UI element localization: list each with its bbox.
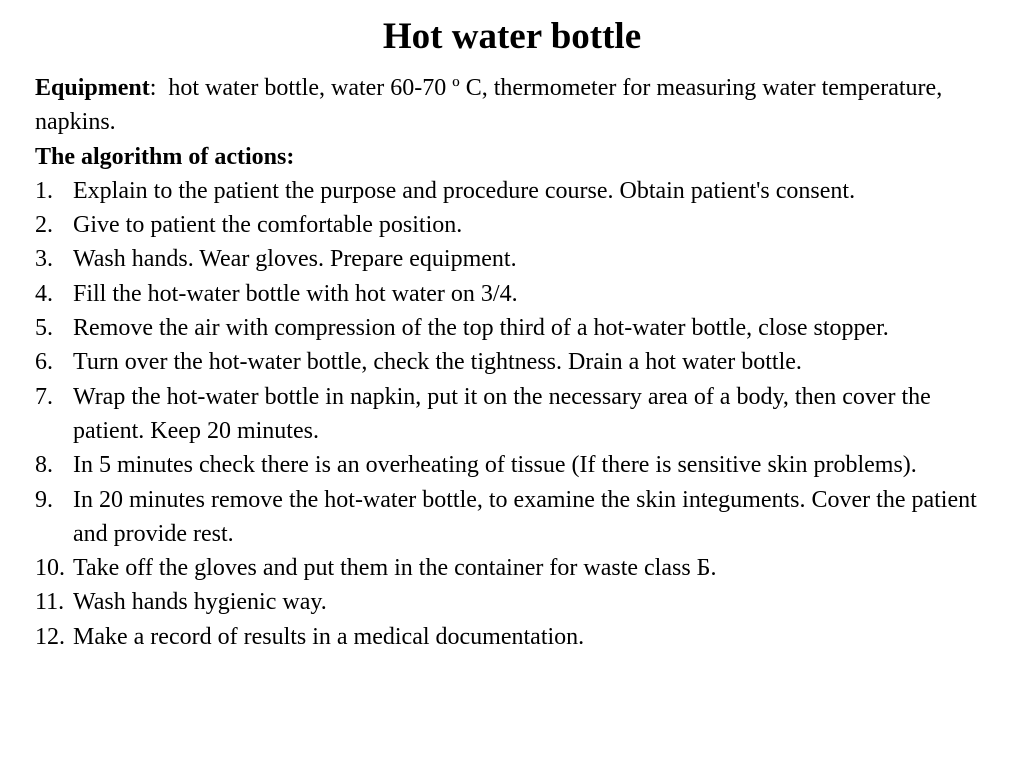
equipment-label: Equipment xyxy=(35,75,150,101)
steps-list xyxy=(35,174,995,654)
list-item xyxy=(35,483,995,552)
step-text: In 20 minutes remove the hot-water bottle, to examine the skin integuments. Cover the patient and provide rest. xyxy=(73,486,977,547)
step-text: Wash hands. Wear gloves. Prepare equipment. xyxy=(73,246,517,273)
algorithm-heading: The algorithm of actions: xyxy=(35,143,295,170)
step-text: Give to patient the comfortable position. xyxy=(73,212,463,239)
slide-content xyxy=(35,71,995,654)
page-title: Hot water bottle xyxy=(382,16,642,57)
list-item xyxy=(35,242,995,276)
list-item xyxy=(35,551,995,585)
list-item xyxy=(35,448,995,482)
list-item xyxy=(35,380,995,449)
equipment-separator: : xyxy=(149,75,157,101)
step-text: In 5 minutes check there is an overheating of tissue (If there is sensitive skin problems). xyxy=(73,452,917,479)
step-text: Wrap the hot-water bottle in napkin, put it on the necessary area of a body, then cover the patient. Keep 20 minutes. xyxy=(73,383,931,444)
step-number: 1. xyxy=(35,177,53,204)
step-number: 8. xyxy=(35,452,53,479)
step-number: 11. xyxy=(35,589,65,616)
equipment-paragraph xyxy=(35,71,995,140)
list-item xyxy=(35,174,995,208)
list-item xyxy=(35,585,995,619)
step-text: Wash hands hygienic way. xyxy=(73,589,327,616)
step-text: Fill the hot-water bottle with hot water on 3/4. xyxy=(73,280,518,307)
equipment-text: hot water bottle, water 60-70 º C, thermometer for measuring water temperature, napkins. xyxy=(35,75,943,136)
list-item xyxy=(35,345,995,379)
step-number: 5. xyxy=(35,315,53,342)
step-number: 6. xyxy=(35,349,53,376)
list-item xyxy=(35,208,995,242)
step-number: 2. xyxy=(35,212,53,239)
list-item xyxy=(35,311,995,345)
step-number: 3. xyxy=(35,246,53,273)
step-text: Explain to the patient the purpose and procedure course. Obtain patient's consent. xyxy=(73,177,856,204)
step-number: 9. xyxy=(35,486,53,513)
step-text: Turn over the hot-water bottle, check the tightness. Drain a hot water bottle. xyxy=(73,349,802,376)
list-item xyxy=(35,620,995,654)
step-number: 4. xyxy=(35,280,53,307)
step-number: 10. xyxy=(35,555,65,582)
list-item xyxy=(35,277,995,311)
step-number: 7. xyxy=(35,383,53,410)
step-text: Make a record of results in a medical documentation. xyxy=(73,623,585,650)
step-text: Remove the air with compression of the top third of a hot-water bottle, close stopper. xyxy=(73,315,889,342)
step-number: 12. xyxy=(35,623,65,650)
step-text: Take off the gloves and put them in the container for waste class Б. xyxy=(73,555,717,582)
